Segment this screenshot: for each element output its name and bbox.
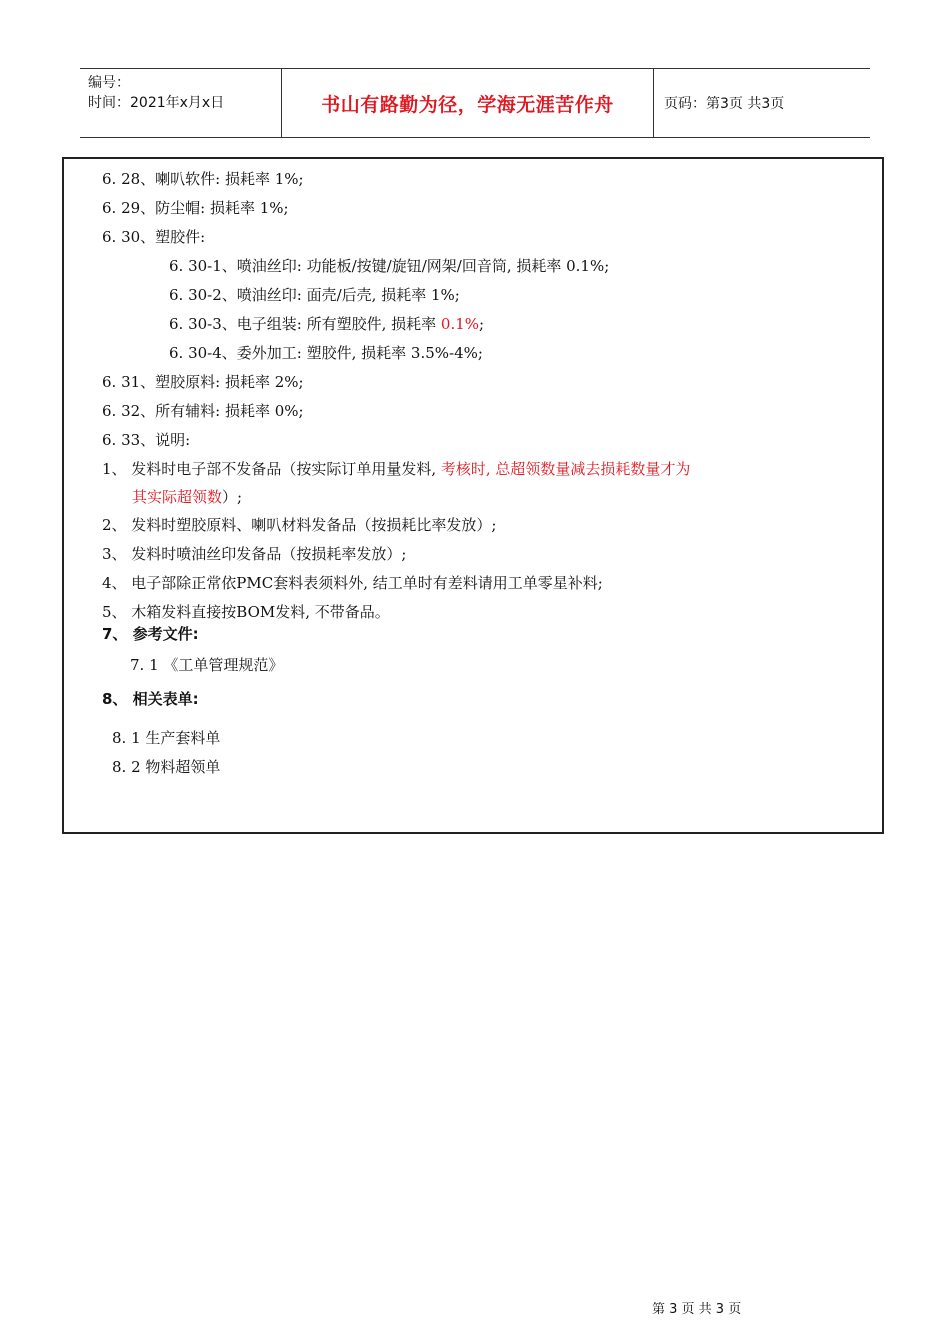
text-segment: 1、 发料时电子部不发备品（按实际订单用量发料, [102, 460, 441, 478]
text-line: 6. 31、塑胶原料: 损耗率 2%; [102, 373, 304, 391]
highlight-note: 考核时, 总超领数量减去损耗数量才为 [440, 460, 691, 478]
text-line [102, 459, 690, 479]
text-line: 8. 2 物料超领单 [112, 758, 221, 776]
text-line: 6. 30-4、委外加工: 塑胶件, 损耗率 3.5%-4%; [169, 344, 483, 362]
section-heading: 7、 参考文件: [102, 625, 199, 643]
text-segment: ; [479, 315, 485, 333]
text-line: 6. 29、防尘帽: 损耗率 1%; [102, 199, 289, 217]
page-footer: 第 3 页 共 3 页 [652, 1302, 742, 1317]
content-box [62, 157, 884, 834]
text-line: 7. 1 《工单管理规范》 [130, 656, 284, 674]
text-line: 6. 30-2、喷油丝印: 面壳/后壳, 损耗率 1%; [169, 286, 460, 304]
text-line: 6. 28、喇叭软件: 损耗率 1%; [102, 170, 304, 188]
text-line [132, 487, 242, 507]
text-segment: ）; [222, 488, 243, 506]
highlight-note: 其实际超领数 [132, 488, 223, 506]
highlight-rate: 0.1% [440, 315, 480, 333]
text-line: 6. 32、所有辅料: 损耗率 0%; [102, 402, 304, 420]
text-line: 6. 30、塑胶件: [102, 228, 206, 246]
text-line: 8. 1 生产套料单 [112, 729, 221, 747]
motto-text: 书山有路勤为径，学海无涯苦作舟 [321, 93, 614, 116]
text-line: 4、 电子部除正常依PMC套料表须料外, 结工单时有差料请用工单零星补料; [102, 574, 603, 592]
text-line: 3、 发料时喷油丝印发备品（按损耗率发放）; [102, 545, 407, 563]
text-line: 5、 木箱发料直接按BOM发料, 不带备品。 [102, 603, 390, 621]
header-motto [282, 69, 654, 137]
text-line: 6. 33、说明: [102, 431, 191, 449]
text-line: 2、 发料时塑胶原料、喇叭材料发备品（按损耗比率发放）; [102, 516, 497, 534]
document-number-label: 编号： [88, 75, 130, 91]
text-segment: 6. 30-3、电子组装: 所有塑胶件, 损耗率 [169, 315, 441, 333]
section-heading: 8、 相关表单: [102, 690, 199, 708]
document-date: 时间：2021年x月x日 [88, 95, 225, 111]
header-meta [80, 69, 282, 137]
header-page-info: 页码：第3页 共3页 [664, 96, 785, 112]
page-header [80, 68, 870, 138]
text-line: 6. 30-1、喷油丝印: 功能板/按键/旋钮/网架/回音筒, 损耗率 0.1%; [169, 257, 610, 275]
text-line [169, 314, 484, 334]
